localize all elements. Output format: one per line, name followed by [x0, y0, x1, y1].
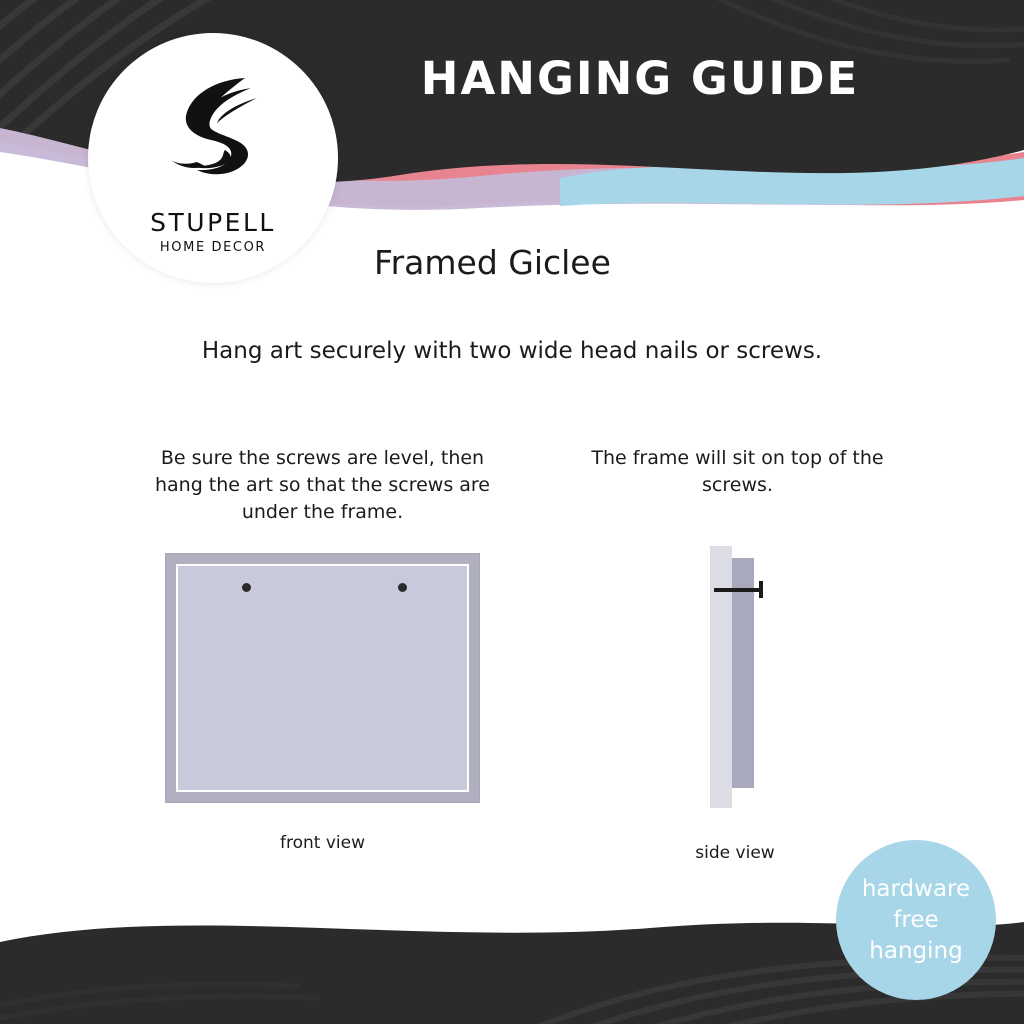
badge-text: [862, 874, 970, 967]
side-diagram-wall: [710, 546, 732, 808]
logo-badge: [88, 33, 338, 283]
main-instruction: Hang art securely with two wide head nails or screws.: [201, 338, 823, 364]
front-diagram-mat: [176, 564, 469, 792]
framed-art-side-diagram-icon: [700, 546, 810, 808]
side-diagram-frame: [732, 558, 754, 788]
screw-dot-left-icon: [242, 583, 251, 592]
logo-name: STUPELL: [150, 208, 276, 237]
logo-subtitle: HOME DECOR: [159, 240, 267, 255]
page-title: HANGING GUIDE: [420, 52, 860, 105]
screw-shaft-icon: [714, 588, 762, 592]
screw-dot-right-icon: [398, 583, 407, 592]
badge-line-1: hardware: [861, 875, 971, 902]
hardware-free-hanging-badge: [836, 840, 996, 1000]
badge-line-2: free: [893, 906, 939, 933]
badge-line-3: hanging: [869, 937, 963, 964]
front-view-column: [150, 445, 495, 526]
side-view-label: side view: [695, 843, 775, 863]
screw-head-icon: [759, 581, 763, 598]
stupell-swirl-logo-icon: [88, 61, 338, 191]
side-view-caption: The frame will sit on top of the screws.: [591, 447, 884, 496]
product-type: Framed Giclee: [374, 243, 611, 282]
side-view-column: [565, 445, 910, 499]
front-view-label: front view: [280, 833, 365, 853]
front-view-caption: Be sure the screws are level, then hang the art so that the screws are under the frame.: [154, 447, 491, 523]
framed-art-front-diagram-icon: [165, 553, 480, 803]
